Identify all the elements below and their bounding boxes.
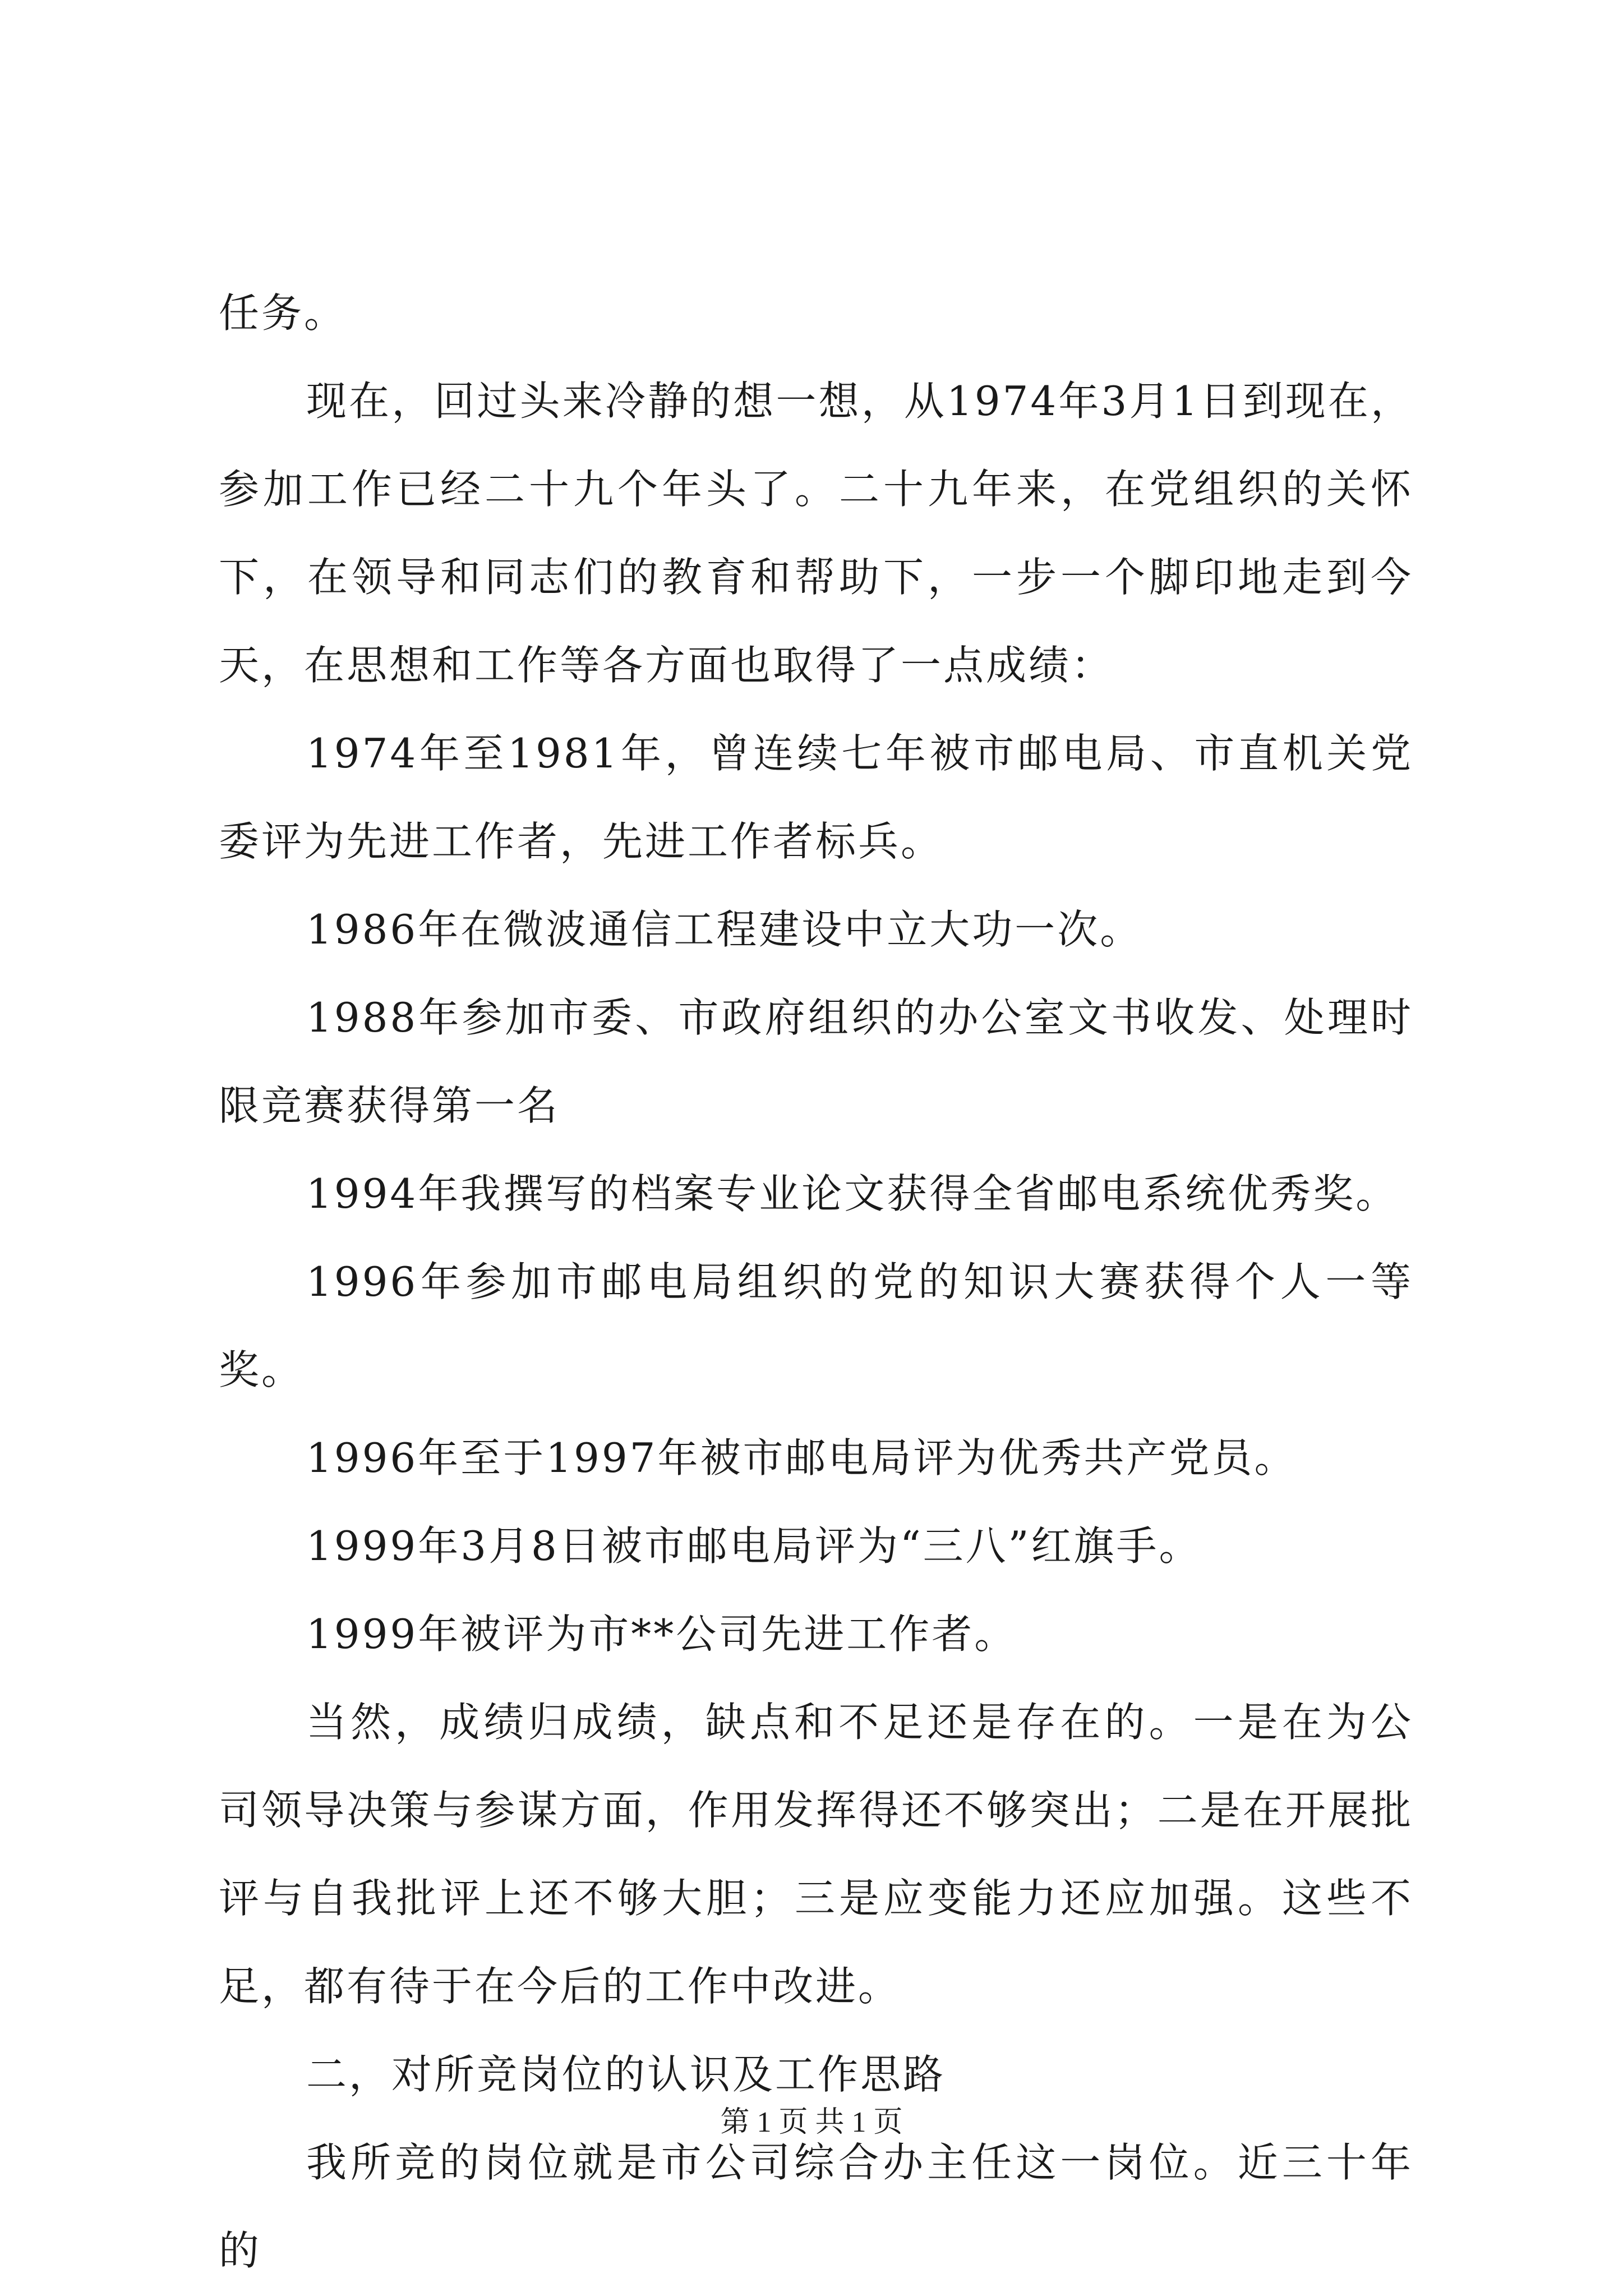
paragraph-award-1996-1997: 1996年至于1997年被市邮电局评为优秀共产党员。 xyxy=(306,1434,1297,1481)
paragraph-shortcomings: 当然，成绩归成绩，缺点和不足还是存在的。一是在为公司领导决策与参谋方面，作用发挥得还不够突出；二是在开展批评与自我批评上还不够大胆；三是应变能力还应加强。这些不足，都有待于在今后的工作中改进。 xyxy=(219,1699,1413,2010)
paragraph-award-1999-march: 1999年3月8日被市邮电局评为“三八”红旗手。 xyxy=(306,1522,1202,1570)
paragraph-award-1986: 1986年在微波通信工程建设中立大功一次。 xyxy=(306,906,1143,953)
page-number-footer: 第 1 页 共 1 页 xyxy=(720,2106,903,2138)
paragraph-award-1996: 1996年参加市邮电局组织的党的知识大赛获得个人一等奖。 xyxy=(219,1258,1413,1393)
paragraph-continuation: 任务。 xyxy=(219,289,347,337)
document-body xyxy=(219,269,1413,2295)
paragraph-award-1999: 1999年被评为市**公司先进工作者。 xyxy=(306,1611,1017,1658)
section-heading: 二，对所竞岗位的认识及工作思路 xyxy=(306,2051,946,2098)
paragraph-reflection: 现在，回过头来冷静的想一想，从1974年3月1日到现在，参加工作已经二十九个年头了。二十九年来，在党组织的关怀下，在领导和同志们的教育和帮助下，一步一个脚印地走到今天，在思想和工作等各方面也取得了一点成绩： xyxy=(219,378,1413,689)
paragraph-position: 我所竞的岗位就是市公司综合办主任这一岗位。近三十年的 xyxy=(219,2139,1413,2274)
paragraph-award-1988: 1988年参加市委、市政府组织的办公室文书收发、处理时限竞赛获得第一名 xyxy=(219,994,1413,1129)
paragraph-award-1974: 1974年至1981年，曾连续七年被市邮电局、市直机关党委评为先进工作者，先进工作者标兵。 xyxy=(219,730,1413,865)
paragraph-award-1994: 1994年我撰写的档案专业论文获得全省邮电系统优秀奖。 xyxy=(306,1170,1399,1217)
